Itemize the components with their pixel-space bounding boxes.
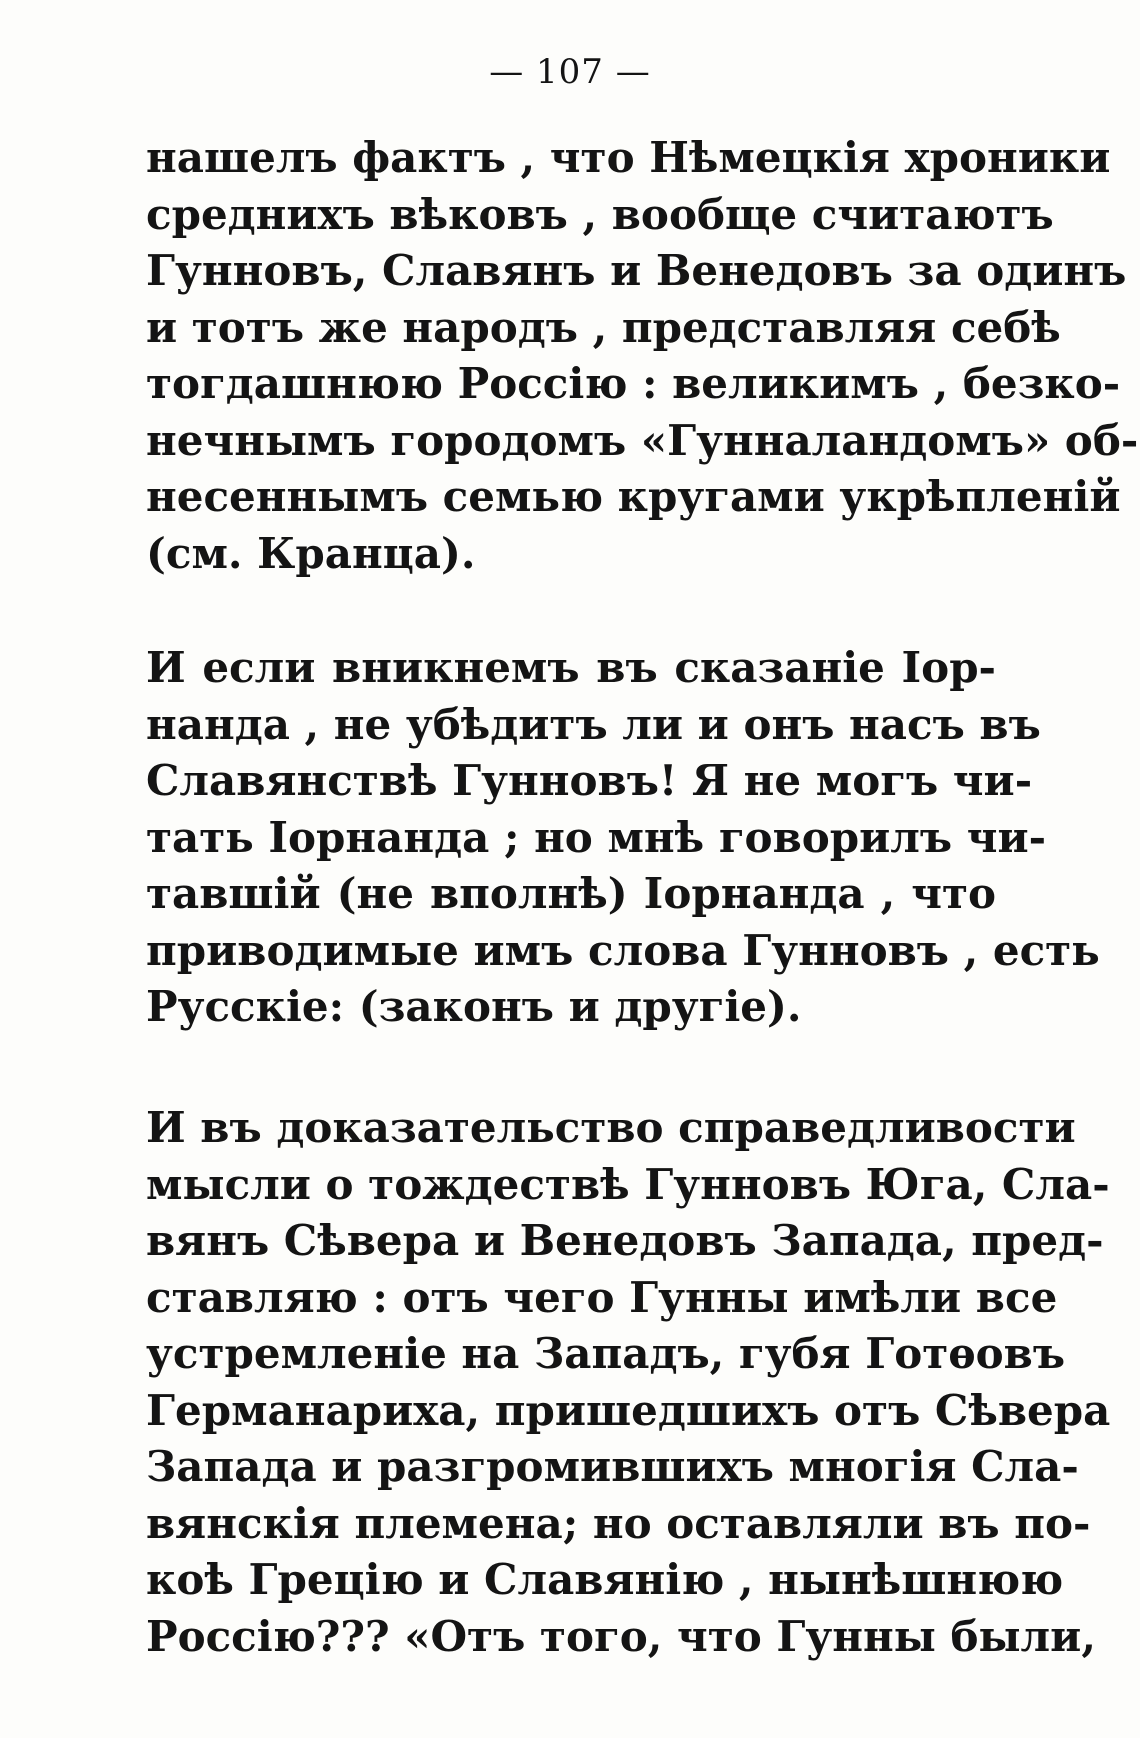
text-line: тогдашнюю Россію : великимъ , безко- <box>146 359 1121 408</box>
text-line: нашелъ фактъ , что Нѣмецкія хроники <box>146 133 1111 182</box>
page-number: — 107 — <box>489 52 651 92</box>
paragraph-1 <box>146 130 1139 582</box>
text-line: коѣ Грецію и Славянію , нынѣшнюю <box>146 1555 1064 1604</box>
text-line: вянскія племена; но оставляли въ по- <box>146 1498 1091 1548</box>
text-line: нанда , не убѣдитъ ли и онъ насъ въ <box>146 699 1041 749</box>
text-line: Гунновъ, Славянъ и Венедовъ за одинъ <box>146 246 1127 295</box>
text-line: и тотъ же народъ , представляя себѣ <box>146 302 1061 352</box>
text-line: Запада и разгромившихъ многія Сла- <box>146 1442 1079 1491</box>
text-line: тать Іорнанда ; но мнѣ говорилъ чи- <box>146 812 1047 862</box>
text-line: несеннымъ семью кругами укрѣпленій <box>146 472 1121 521</box>
text-line: ставляю : отъ чего Гунны имѣли все <box>146 1272 1058 1322</box>
text-line: И въ доказательство справедливости <box>146 1103 1076 1152</box>
text-line: вянъ Сѣвера и Венедовъ Запада, пред- <box>146 1216 1104 1265</box>
text-line: И если вникнемъ въ сказаніе Іор- <box>146 643 996 692</box>
paragraph-3 <box>146 1100 1111 1665</box>
text-line: Славянствѣ Гунновъ! Я не могъ чи- <box>146 756 1033 805</box>
text-line: нечнымъ городомъ «Гунналандомъ» об- <box>146 415 1139 465</box>
text-line: Германариха, пришедшихъ отъ Сѣвера <box>146 1385 1111 1435</box>
text-line: мысли о тождествѣ Гунновъ Юга, Сла- <box>146 1159 1110 1209</box>
paragraph-2 <box>146 640 1100 1036</box>
text-line: (см. Кранцa). <box>146 528 476 578</box>
text-line: устремленіе на Западъ, губя Готѳовъ <box>146 1329 1066 1378</box>
text-line: Россію??? «Отъ того, что Гунны были, <box>146 1611 1096 1661</box>
text-line: среднихъ вѣковъ , вообще считаютъ <box>146 189 1054 239</box>
text-line: приводимые имъ слова Гунновъ , есть <box>146 925 1100 975</box>
text-line: Русскіе: (законъ и другіе). <box>146 982 802 1031</box>
text-line: тавшій (не вполнѣ) Іорнанда , что <box>146 869 996 918</box>
